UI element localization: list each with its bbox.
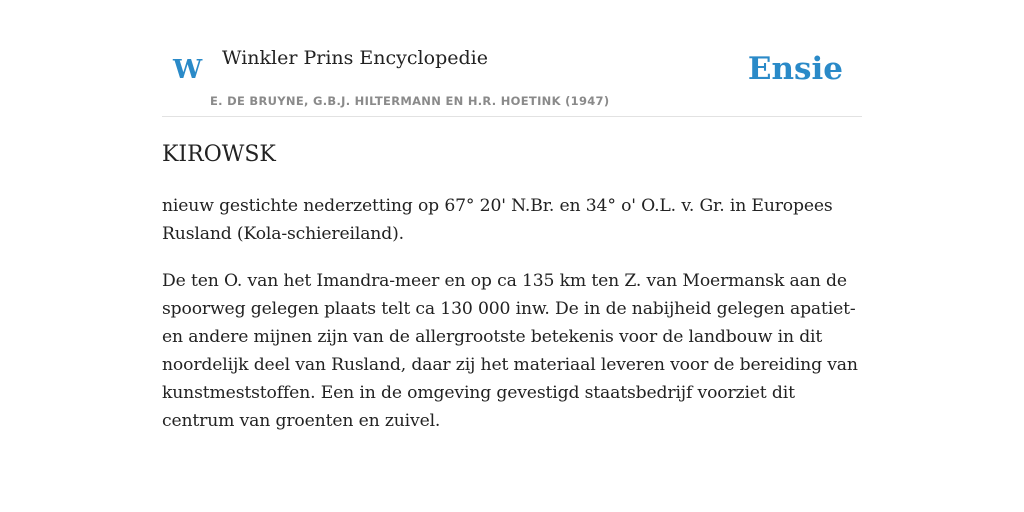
- publication-header: [162, 40, 862, 117]
- ensie-logo-link[interactable]: Ensie: [747, 51, 843, 87]
- entry-paragraph: De ten O. van het Imandra-meer en op ca 135 km ten Z. van Moermansk aan de spoorweg gelegen plaats telt ca 130 000 inw. De in de nabijheid gelegen apatiet- en andere mijnen zijn van de allergrootste betekenis voor de landbouw in dit noordelijk deel van Rusland, daar zij het materiaal leveren voor de bereiding van kunstmeststoffen. Een in de omgeving gevestigd staatsbedrijf voorziet dit centrum van groenten en zuivel.: [162, 271, 858, 431]
- entry-title: KIROWSK: [162, 142, 276, 167]
- entry-body: [162, 192, 868, 454]
- entry-paragraph: nieuw gestichte nederzetting op 67° 20' N.Br. en 34° o' O.L. v. Gr. in Europees Rusland (Kola-schiereiland).: [162, 196, 833, 244]
- publication-authors: E. DE BRUYNE, G.B.J. HILTERMANN EN H.R. HOETINK (1947): [210, 94, 610, 108]
- publication-logo[interactable]: W: [173, 55, 203, 85]
- publication-title[interactable]: Winkler Prins Encyclopedie: [222, 47, 488, 69]
